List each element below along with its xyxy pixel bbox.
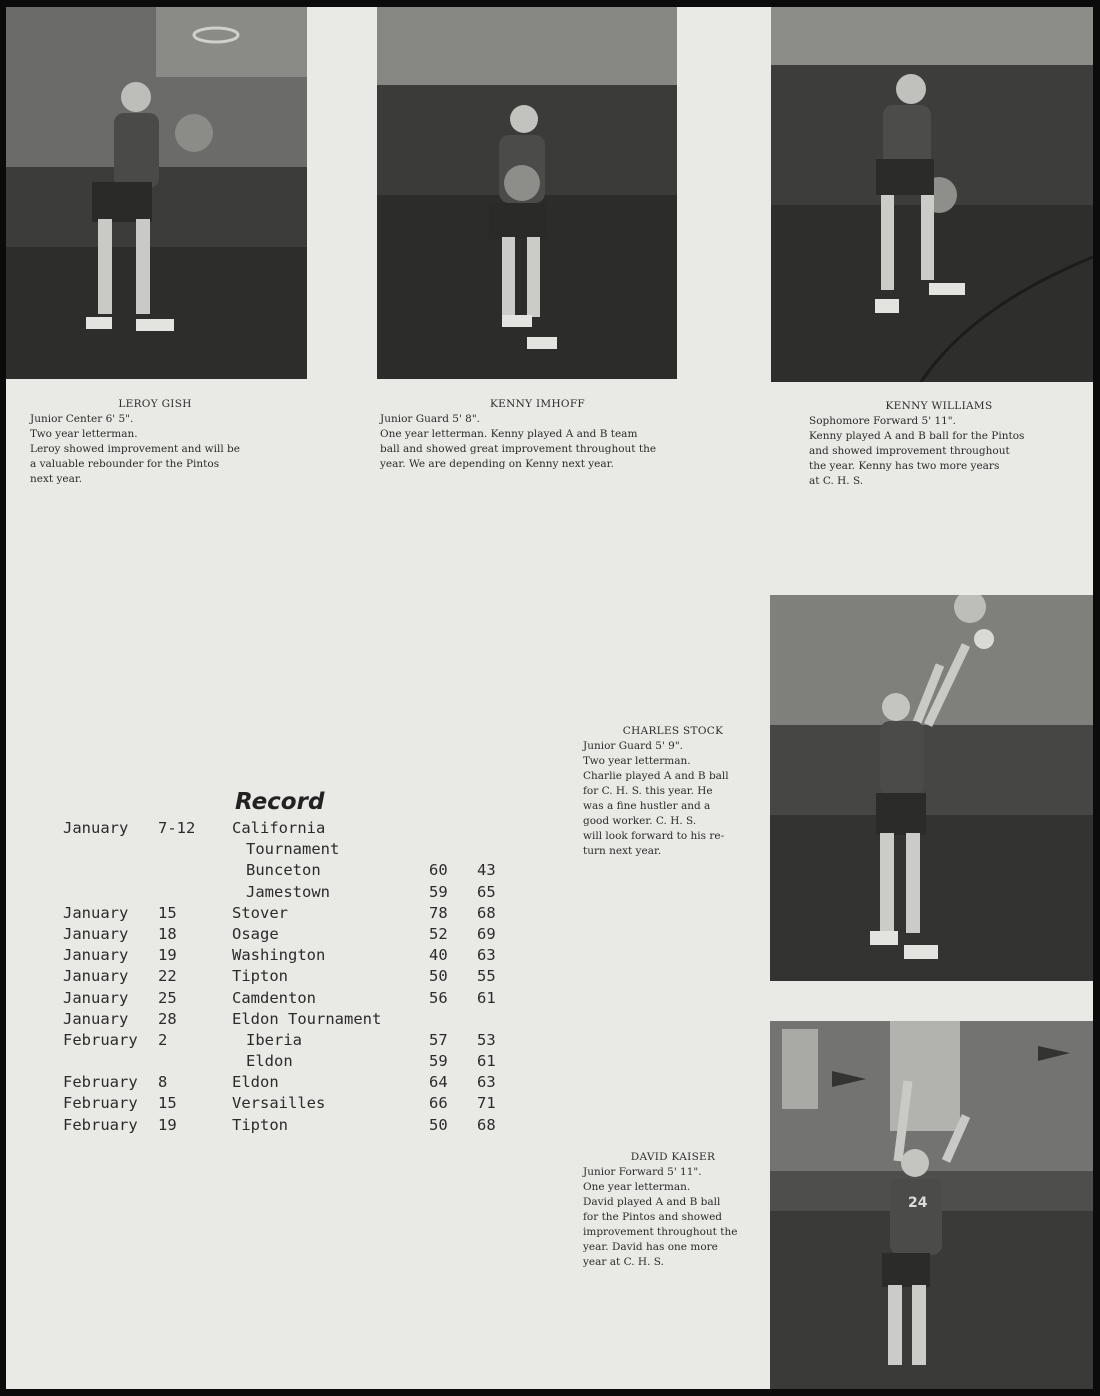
record-score-home: 52 [429,924,448,943]
record-opponent: Bunceton [246,861,321,880]
record-opponent: Eldon [246,1052,293,1071]
record-opponent: Eldon [232,1073,279,1092]
record-month: February [63,1115,138,1134]
record-row [63,967,523,988]
record-score-home: 57 [429,1030,448,1049]
record-day: 15 [158,903,177,922]
record-month: January [63,903,129,922]
record-opponent: Tipton [232,967,288,986]
record-day: 19 [158,946,177,965]
caption-line: for C. H. S. this year. He [583,785,713,797]
caption-line: Junior Center 6' 5". [30,413,134,425]
record-month: January [63,967,129,986]
record-opponent: Tournament [246,840,340,859]
record-day: 8 [158,1073,168,1092]
record-row [63,1094,523,1115]
record-day: 18 [158,924,177,943]
caption-line: Sophomore Forward 5' 11". [809,415,956,427]
caption-kenny-williams [809,399,1069,489]
record-title: Record [235,789,325,815]
caption-line: next year. [30,473,83,485]
record-row [63,946,523,967]
caption-line: One year letterman. Kenny played A and B team [380,428,638,440]
caption-line: One year letterman. [583,1181,691,1193]
record-opponent: Versailles [232,1094,326,1113]
record-opponent: Jamestown [246,882,330,901]
record-row [63,1073,523,1094]
record-opponent: Stover [232,903,288,922]
caption-line: year at C. H. S. [583,1256,664,1268]
record-score-home: 50 [429,1115,448,1134]
record-row [63,925,523,946]
record-day: 22 [158,967,177,986]
record-score-home: 78 [429,903,448,922]
record-row [63,840,523,861]
record-score-opponent: 63 [477,1073,496,1092]
caption-line: good worker. C. H. S. [583,815,697,827]
caption-kenny-imhoff [380,397,710,472]
record-day: 2 [158,1030,168,1049]
record-score-home: 59 [429,882,448,901]
caption-charles-stock [583,724,763,859]
record-month: January [63,946,129,965]
caption-line: improvement throughout the [583,1226,738,1238]
record-score-opponent: 63 [477,946,496,965]
record-score-opponent: 68 [477,903,496,922]
record-month: January [63,1009,129,1028]
record-score-home: 66 [429,1094,448,1113]
record-opponent: Tipton [232,1115,288,1134]
record-row [63,1116,523,1137]
record-opponent: Iberia [246,1030,302,1049]
caption-line: Two year letterman. [583,755,691,767]
caption-line: the year. Kenny has two more years [809,460,1000,472]
record-opponent: California [232,819,326,837]
caption-line: and showed improvement throughout [809,445,1010,457]
record-row [63,1031,523,1052]
record-score-opponent: 61 [477,988,496,1007]
record-month: February [63,1073,138,1092]
record-score-opponent: 55 [477,967,496,986]
record-day: 15 [158,1094,177,1113]
caption-line: Kenny played A and B ball for the Pintos [809,430,1025,442]
photo-leroy-gish [6,7,307,379]
record-score-opponent: 61 [477,1052,496,1071]
record-opponent: Osage [232,924,279,943]
record-month: January [63,819,129,837]
caption-line: David played A and B ball [583,1196,721,1208]
caption-line: turn next year. [583,845,662,857]
record-score-home: 40 [429,946,448,965]
photo-kenny-williams [771,7,1093,382]
jersey-number: 24 [908,1195,928,1211]
record-row [63,989,523,1010]
player-name: KENNY IMHOFF [490,398,585,410]
caption-line: Junior Forward 5' 11". [583,1166,702,1178]
record-score-opponent: 68 [477,1115,496,1134]
record-opponent: Camdenton [232,988,316,1007]
record-row [63,1052,523,1073]
caption-line: year. David has one more [583,1241,718,1253]
player-name: CHARLES STOCK [622,725,724,737]
caption-line: Junior Guard 5' 9". [583,740,684,752]
caption-david-kaiser [583,1150,763,1270]
record-month: January [63,988,129,1007]
caption-leroy-gish [30,397,280,487]
record-day: 25 [158,988,177,1007]
record-score-opponent: 69 [477,924,496,943]
caption-line: Two year letterman. [30,428,138,440]
record-day: 19 [158,1115,177,1134]
caption-line: Charlie played A and B ball [583,770,729,782]
record-score-opponent: 43 [477,861,496,880]
record-score-opponent: 71 [477,1094,496,1113]
record-opponent: Eldon Tournament [232,1009,382,1028]
record-day: 28 [158,1009,177,1028]
caption-line: a valuable rebounder for the Pintos [30,458,220,470]
player-name: KENNY WILLIAMS [885,400,993,412]
caption-line: was a fine hustler and a [583,800,711,812]
caption-line: at C. H. S. [809,475,864,487]
record-score-opponent: 53 [477,1030,496,1049]
record-score-home: 56 [429,988,448,1007]
record-score-home: 64 [429,1073,448,1092]
record-month: February [63,1030,138,1049]
photo-charles-stock [770,595,1093,981]
caption-line: will look forward to his re- [583,830,725,842]
record-opponent: Washington [232,946,326,965]
caption-line: for the Pintos and showed [583,1211,723,1223]
caption-line: ball and showed great improvement throughout the [380,443,657,455]
caption-line: Leroy showed improvement and will be [30,443,240,455]
record-table [63,819,523,1137]
record-score-home: 50 [429,967,448,986]
record-row [63,883,523,904]
record-row [63,819,523,840]
record-row [63,904,523,925]
player-name: DAVID KAISER [630,1151,716,1163]
record-row [63,861,523,882]
record-score-home: 60 [429,861,448,880]
caption-line: year. We are depending on Kenny next year. [380,458,614,470]
record-score-opponent: 65 [477,882,496,901]
record-row [63,1010,523,1031]
record-month: January [63,924,129,943]
photo-david-kaiser [770,1021,1093,1389]
caption-line: Junior Guard 5' 8". [380,413,481,425]
yearbook-page [6,7,1093,1389]
record-score-home: 59 [429,1052,448,1071]
photo-kenny-imhoff [377,7,677,379]
record-day: 7-12 [158,819,196,837]
record-month: February [63,1094,138,1113]
player-name: LEROY GISH [118,398,192,410]
